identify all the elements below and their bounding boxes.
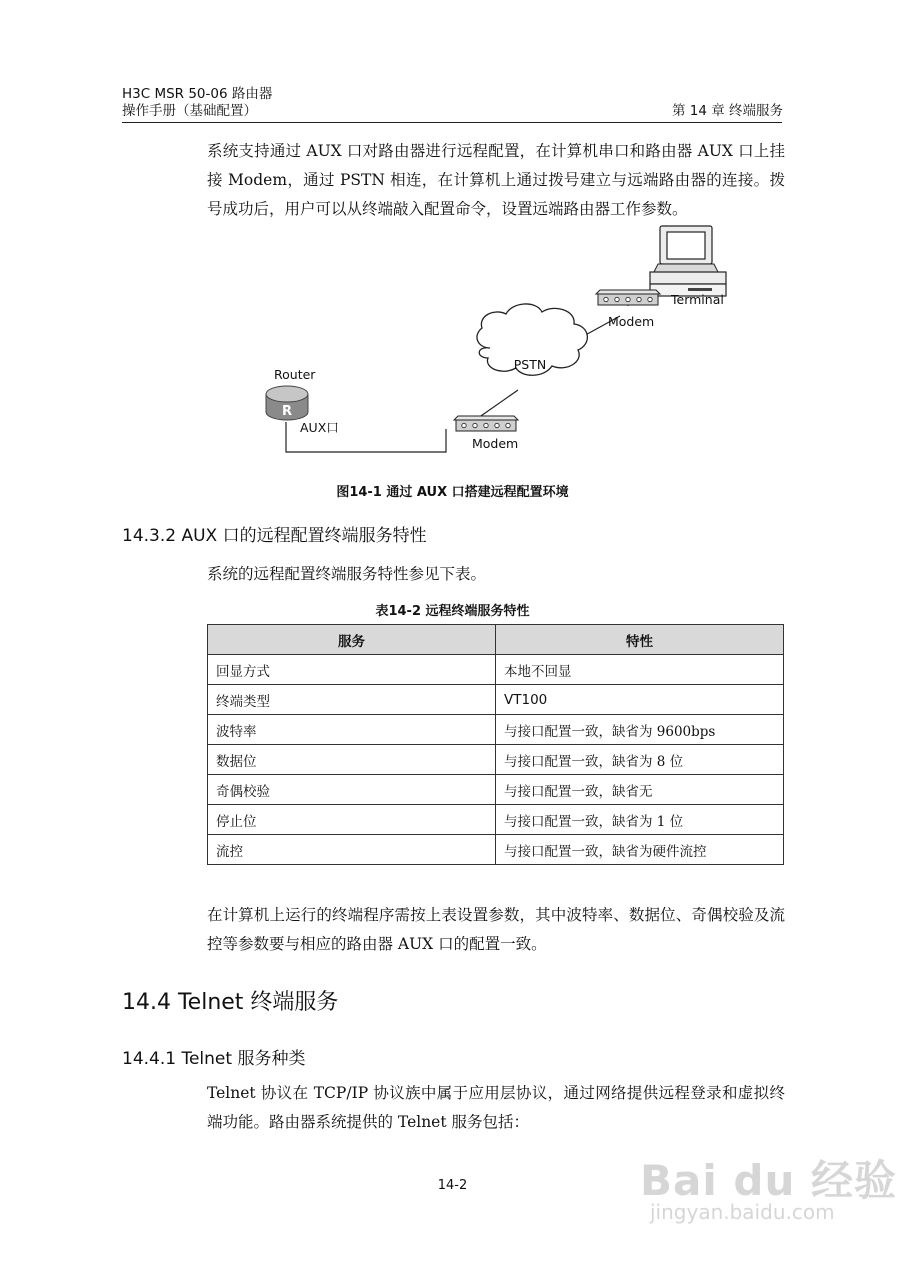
header-rule	[122, 122, 782, 123]
table-cell-service: 数据位	[208, 745, 496, 775]
pstn-label: PSTN	[513, 357, 547, 372]
table-row	[208, 745, 784, 775]
section-heading-14-4: 14.4 Telnet 终端服务	[122, 990, 339, 1015]
router-icon	[266, 386, 308, 420]
figure-caption: 图14-1 通过 AUX 口搭建远程配置环境	[336, 485, 569, 500]
table-header-service: 服务	[208, 625, 496, 655]
section-heading-14-3-2: 14.3.2 AUX 口的远程配置终端服务特性	[122, 526, 427, 546]
table-cell-service: 波特率	[208, 715, 496, 745]
table-cell-service: 回显方式	[208, 655, 496, 685]
aux-port-label: AUX口	[300, 420, 339, 435]
terminal-icon	[650, 226, 726, 296]
header-product: H3C MSR 50-06 路由器	[122, 86, 273, 102]
section-14-4-1-text: Telnet 协议在 TCP/IP 协议族中属于应用层协议，通过网络提供远程登录和虚拟终端功能。路由器系统提供的 Telnet 服务包括：	[207, 1084, 785, 1131]
table-row	[208, 775, 784, 805]
modem-bottom-icon	[454, 416, 518, 431]
table-cell-service: 停止位	[208, 805, 496, 835]
table-cell-feature: 本地不回显	[496, 655, 784, 685]
table-cell-feature: 与接口配置一致，缺省为 8 位	[496, 745, 784, 775]
router-label: Router	[274, 367, 316, 382]
table-cell-feature: 与接口配置一致，缺省为 9600bps	[496, 715, 784, 745]
table-cell-feature: 与接口配置一致，缺省无	[496, 775, 784, 805]
section-heading-14-4-1: 14.4.1 Telnet 服务种类	[122, 1049, 306, 1069]
table-row	[208, 685, 784, 715]
router-glyph: R	[281, 404, 293, 419]
header-manual: 操作手册（基础配置）	[122, 103, 257, 119]
table-header-row	[208, 625, 784, 655]
modem-top-label: Modem	[608, 314, 655, 329]
table-cell-service: 流控	[208, 835, 496, 865]
table-cell-service: 终端类型	[208, 685, 496, 715]
modem-top-icon	[596, 290, 660, 305]
watermark-url: jingyan.baidu.com	[650, 1200, 835, 1224]
table-row	[208, 715, 784, 745]
table-cell-service: 奇偶校验	[208, 775, 496, 805]
table-cell-feature: VT100	[496, 685, 784, 715]
modem-bottom-label: Modem	[472, 436, 519, 451]
table-caption: 表14-2 远程终端服务特性	[375, 604, 530, 619]
intro-paragraph: 系统支持通过 AUX 口对路由器进行远程配置，在计算机串口和路由器 AUX 口上挂接 Modem，通过 PSTN 相连，在计算机上通过拨号建立与远端路由器的连接。拨号成功后，用户可以从终端敲入配置命令，设置远端路由器工作参数。	[207, 142, 785, 218]
page-number: 14-2	[437, 1178, 468, 1193]
after-table-paragraph: 在计算机上运行的终端程序需按上表设置参数，其中波特率、数据位、奇偶校验及流控等参数要与相应的路由器 AUX 口的配置一致。	[207, 906, 785, 953]
terminal-label: Terminal	[671, 292, 724, 307]
table-cell-feature: 与接口配置一致，缺省为硬件流控	[496, 835, 784, 865]
baidu-jingyan-watermark-logo: Bai du 经验	[640, 1156, 897, 1205]
section-14-3-2-text: 系统的远程配置终端服务特性参见下表。	[207, 565, 487, 583]
table-row	[208, 835, 784, 865]
table-row	[208, 805, 784, 835]
table-row	[208, 655, 784, 685]
table-cell-feature: 与接口配置一致，缺省为 1 位	[496, 805, 784, 835]
table-header-feature: 特性	[496, 625, 784, 655]
network-diagram	[240, 222, 740, 474]
features-table	[207, 624, 784, 865]
header-chapter: 第 14 章 终端服务	[671, 103, 783, 119]
